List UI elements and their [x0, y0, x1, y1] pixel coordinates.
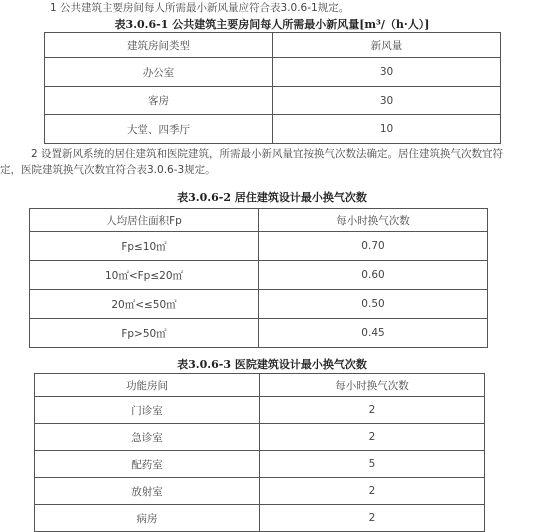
table3-caption: 表3.0.6-3 医院建筑设计最小换气次数 — [177, 358, 367, 371]
middle-paragraph-line1: 2 设置新风系统的居住建筑和医院建筑，所需最小新风量宜按换气次数法确定。居住建筑换气次数宜符 — [31, 148, 504, 160]
table2-cell-area: 10㎡<Fp≤20㎡ — [30, 261, 259, 290]
table1-cell-room: 大堂、四季厅 — [45, 115, 273, 144]
table2-cell-area: Fp>50㎡ — [30, 319, 259, 348]
table2-header-ach: 每小时换气次数 — [259, 209, 488, 232]
table-row — [35, 397, 485, 424]
table3-cell-value: 2 — [260, 397, 485, 424]
table-row — [30, 261, 488, 290]
table2 — [29, 208, 488, 348]
table-row — [45, 58, 501, 87]
table3-cell-value: 5 — [260, 451, 485, 478]
table2-caption: 表3.0.6-2 居住建筑设计最小换气次数 — [177, 191, 367, 204]
intro-paragraph: 1 公共建筑主要房间每人所需最小新风量应符合表3.0.6-1规定。 — [50, 2, 350, 14]
table3-cell-value: 2 — [260, 505, 485, 532]
table3-cell-room: 放射室 — [35, 478, 260, 505]
table1-header-fresh-air: 新风量 — [273, 33, 501, 58]
table-row — [35, 424, 485, 451]
table-row — [35, 505, 485, 532]
table-row — [30, 319, 488, 348]
table2-cell-value: 0.60 — [259, 261, 488, 290]
table-row — [35, 451, 485, 478]
table3-cell-value: 2 — [260, 478, 485, 505]
table1-header-row — [45, 33, 501, 58]
table1-cell-value: 10 — [273, 115, 501, 144]
table3-cell-room: 急诊室 — [35, 424, 260, 451]
table2-cell-value: 0.70 — [259, 232, 488, 261]
table1-cell-value: 30 — [273, 87, 501, 115]
table1-cell-value: 30 — [273, 58, 501, 87]
table1-cell-room: 客房 — [45, 87, 273, 115]
table2-cell-value: 0.45 — [259, 319, 488, 348]
table3-cell-room: 病房 — [35, 505, 260, 532]
table1-caption: 表3.0.6-1 公共建筑主要房间每人所需最小新风量[m³/（h·人）] — [114, 18, 430, 31]
table3-header-row — [35, 374, 485, 397]
table-row — [30, 232, 488, 261]
table2-header-row — [30, 209, 488, 232]
table1 — [44, 32, 501, 144]
table3-cell-value: 2 — [260, 424, 485, 451]
table3-header-room: 功能房间 — [35, 374, 260, 397]
table1-cell-room: 办公室 — [45, 58, 273, 87]
table-row — [35, 478, 485, 505]
table2-header-area: 人均居住面积Fp — [30, 209, 259, 232]
table-row — [45, 87, 501, 115]
table-row — [30, 290, 488, 319]
table3-cell-room: 配药室 — [35, 451, 260, 478]
table3-header-ach: 每小时换气次数 — [260, 374, 485, 397]
table2-cell-value: 0.50 — [259, 290, 488, 319]
table3-cell-room: 门诊室 — [35, 397, 260, 424]
middle-paragraph-line2: 定，医院建筑换气次数宜符合表3.0.6-3规定。 — [0, 164, 216, 176]
table2-cell-area: 20㎡<≤50㎡ — [30, 290, 259, 319]
table3 — [34, 373, 485, 532]
table1-header-room-type: 建筑房间类型 — [45, 33, 273, 58]
table2-cell-area: Fp≤10㎡ — [30, 232, 259, 261]
table-row — [45, 115, 501, 144]
